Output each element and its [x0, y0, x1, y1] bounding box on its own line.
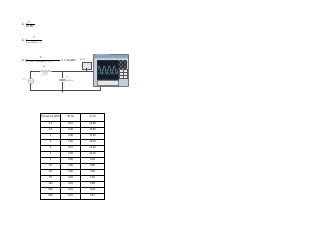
- formula-3-num: 1: [40, 55, 42, 59]
- cell-vr: 1.60: [61, 140, 81, 146]
- cell-frequency: 5: [41, 158, 61, 164]
- cell-vr: 2.10: [61, 146, 81, 152]
- cell-vr: 4.00: [61, 170, 81, 176]
- cell-vr: 2.80: [61, 158, 81, 164]
- cell-vc: 13.36: [81, 134, 105, 140]
- cell-vc: 11.20: [81, 146, 105, 152]
- oscilloscope-title: Oscilloscope-XSC1: [95, 55, 110, 57]
- cell-vr: 2.50: [61, 152, 81, 158]
- cell-vr: 3.60: [61, 164, 81, 170]
- cell-vr: 0.46: [61, 128, 81, 134]
- cell-vr: 4.20: [61, 194, 81, 200]
- data-table: [40, 113, 105, 200]
- formula-3-den: 2 · 3.14 · (220)(0.47· 10⁻⁶): [26, 60, 54, 63]
- cell-vr: 4.20: [61, 176, 81, 182]
- waveform-display: [98, 61, 118, 79]
- wire-bottom: [30, 90, 100, 91]
- cell-frequency: 100: [41, 182, 61, 188]
- cell-vc: 6.80: [81, 164, 105, 170]
- formula-3-result: = 1.54 kHz: [61, 58, 76, 62]
- cell-vr: 0.90: [61, 134, 81, 140]
- cell-frequency: 1: [41, 134, 61, 140]
- formula-3-lhs: fₐ =: [22, 58, 28, 62]
- cell-vc: 12.20: [81, 140, 105, 146]
- header-vc: Vc (V): [81, 114, 105, 122]
- cell-vr: 4.20: [61, 182, 81, 188]
- cell-frequency: 10: [41, 164, 61, 170]
- trigger-knob[interactable]: [123, 64, 128, 69]
- cell-vc: 0.85: [81, 182, 105, 188]
- header-vr: VR (V): [61, 114, 81, 122]
- cell-frequency: 20: [41, 170, 61, 176]
- table-body: [41, 122, 105, 200]
- cell-frequency: 200: [41, 188, 61, 194]
- ground-symbol: [60, 90, 65, 93]
- label-v1: V1: [23, 79, 26, 81]
- cell-frequency: 4: [41, 152, 61, 158]
- formula-2-den: 2 π (220) (...): [26, 40, 41, 44]
- scope-icon[interactable]: [82, 62, 92, 70]
- label-r1-value: 220Ω: [42, 73, 48, 76]
- oscilloscope-window[interactable]: [93, 54, 129, 87]
- cell-vc: 0.17: [81, 194, 105, 200]
- cell-frequency: 3: [41, 146, 61, 152]
- cell-vc: 0.42: [81, 188, 105, 194]
- formula-2-lhs: fₐ =: [22, 38, 28, 42]
- formula-2-num: 1: [33, 35, 35, 39]
- formula-1-lhs: fₐ =: [22, 22, 28, 26]
- label-c1: C1: [66, 77, 69, 79]
- wire-cap-top: [62, 71, 63, 78]
- cell-vc: 10.20: [81, 152, 105, 158]
- label-xsc1: XSC1: [80, 59, 86, 61]
- resistor-symbol: [40, 70, 52, 73]
- cell-vc: 9.30: [81, 158, 105, 164]
- cell-vc: 13.80: [81, 128, 105, 134]
- cell-vr: 4.20: [61, 188, 81, 194]
- label-c1-value: 0.47µF: [66, 80, 73, 82]
- cell-frequency: 2: [41, 140, 61, 146]
- label-r1: R1: [43, 66, 46, 68]
- cell-vc: 3.90: [81, 170, 105, 176]
- cell-frequency: 0.1: [41, 122, 61, 128]
- cell-vc: 13.98: [81, 122, 105, 128]
- cell-vr: 0.10: [61, 122, 81, 128]
- cell-frequency: 0.5: [41, 128, 61, 134]
- cell-frequency: 50: [41, 176, 61, 182]
- cell-frequency: 500: [41, 194, 61, 200]
- cell-vc: 1.60: [81, 176, 105, 182]
- wire-scope-probe: [86, 68, 87, 71]
- table-header-row: [41, 114, 105, 122]
- formula-1-den: 2π RC: [26, 24, 34, 28]
- oscilloscope-screen: [97, 60, 119, 80]
- ac-source-symbol: [28, 78, 34, 84]
- mode-button-6[interactable]: [123, 75, 128, 79]
- formula-1-num: 1: [28, 19, 30, 24]
- header-frequency: Frecuencia (KHz): [41, 114, 61, 122]
- oscilloscope-readout-panel: [97, 80, 119, 86]
- table-row: [41, 194, 105, 200]
- capacitor-symbol: [59, 78, 66, 82]
- oscilloscope-title-bar[interactable]: [94, 55, 128, 58]
- oscilloscope-controls: [119, 60, 127, 82]
